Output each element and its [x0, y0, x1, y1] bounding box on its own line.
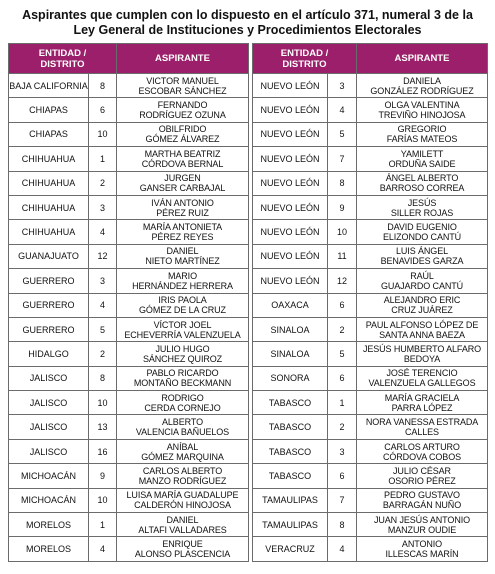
aspirante-surname: CERDA CORNEJO: [144, 402, 221, 413]
aspirante-cell: [357, 513, 488, 537]
distrito-cell: 8: [328, 171, 357, 195]
aspirante-cell: [357, 366, 488, 390]
table-row: [9, 342, 249, 366]
right-table: [252, 43, 488, 562]
aspirante-given-name: JUAN JESÚS ANTONIO: [373, 514, 471, 525]
aspirante-cell: [357, 342, 488, 366]
distrito-cell: 7: [328, 147, 357, 171]
distrito-cell: 5: [328, 122, 357, 146]
aspirante-given-name: PEDRO GUSTAVO: [384, 490, 460, 501]
aspirante-surname: PÉREZ RUIZ: [156, 207, 209, 218]
table-row: [253, 439, 488, 463]
aspirante-cell: [117, 171, 249, 195]
aspirante-surname: ELIZONDO CANTÚ: [382, 232, 462, 243]
table-row: [9, 122, 249, 146]
entidad-cell: GUANAJUATO: [9, 244, 89, 268]
distrito-cell: 6: [328, 366, 357, 390]
entidad-cell: CHIHUAHUA: [9, 171, 89, 195]
aspirante-cell: [117, 122, 249, 146]
aspirante-surname: SÁNCHEZ QUIROZ: [142, 353, 223, 364]
distrito-cell: 16: [89, 439, 117, 463]
aspirante-cell: [117, 98, 249, 122]
distrito-cell: 10: [89, 488, 117, 512]
entidad-cell: BAJA CALIFORNIA: [9, 74, 89, 98]
entidad-cell: CHIAPAS: [9, 122, 89, 146]
aspirante-surname: ILLESCAS MARÍN: [385, 549, 459, 560]
distrito-cell: 6: [328, 464, 357, 488]
header-entidad-distrito: [9, 44, 117, 74]
aspirante-given-name: JURGEN: [164, 173, 201, 184]
aspirante-surname: MONTAÑO BECKMANN: [133, 378, 232, 389]
distrito-cell: 4: [328, 537, 357, 561]
aspirante-given-name: VICTOR MANUEL: [146, 75, 219, 86]
entidad-cell: CHIAPAS: [9, 98, 89, 122]
aspirante-surname: HERNÁNDEZ HERRERA: [132, 280, 233, 291]
aspirante-cell: [117, 244, 249, 268]
entidad-cell: GUERRERO: [9, 269, 89, 293]
aspirante-surname: VALENZUELA GALLEGOS: [368, 378, 476, 389]
distrito-cell: 10: [328, 220, 357, 244]
aspirante-given-name: CARLOS ALBERTO: [142, 465, 223, 476]
aspirante-given-name: JULIO CÉSAR: [393, 465, 451, 476]
entidad-cell: TABASCO: [253, 415, 328, 439]
aspirante-surname: ALONSO PLASCENCIA: [134, 549, 231, 560]
aspirante-cell: [117, 439, 249, 463]
aspirante-cell: [117, 342, 249, 366]
aspirante-given-name: RODRIGO: [161, 392, 204, 403]
entidad-cell: CHIHUAHUA: [9, 147, 89, 171]
table-row: [253, 513, 488, 537]
aspirante-cell: [357, 122, 488, 146]
table-row: [253, 244, 488, 268]
entidad-cell: SINALOA: [253, 342, 328, 366]
aspirante-given-name: MARÍA GRACIELA: [384, 392, 460, 403]
header-row: [253, 44, 488, 74]
table-row: [9, 74, 249, 98]
table-row: [9, 488, 249, 512]
table-row: [253, 415, 488, 439]
aspirante-surname: BEDOYA: [403, 353, 441, 364]
entidad-cell: NUEVO LEÓN: [253, 195, 328, 219]
aspirante-cell: [117, 488, 249, 512]
aspirante-cell: [117, 415, 249, 439]
aspirante-surname: NIETO MARTÍNEZ: [145, 256, 220, 267]
aspirante-surname: GONZÁLEZ RODRÍGUEZ: [370, 85, 474, 96]
aspirante-cell: [117, 391, 249, 415]
aspirante-cell: [357, 464, 488, 488]
table-row: [253, 464, 488, 488]
aspirante-surname: CÓRDOVA BERNAL: [141, 158, 224, 169]
distrito-cell: 9: [328, 195, 357, 219]
aspirante-surname: ECHEVERRÍA VALENZUELA: [124, 329, 241, 340]
distrito-cell: 7: [328, 488, 357, 512]
table-row: [253, 147, 488, 171]
distrito-cell: 2: [328, 317, 357, 341]
aspirante-given-name: JULIO HUGO: [155, 343, 210, 354]
aspirante-given-name: ANÍBAL: [166, 441, 199, 452]
aspirante-given-name: JESÚS: [407, 197, 437, 208]
aspirante-surname: CALDERÓN HINOJOSA: [134, 500, 231, 511]
aspirante-surname: TREVIÑO HINOJOSA: [378, 110, 466, 121]
aspirante-given-name: PAUL ALFONSO LÓPEZ DE: [365, 319, 479, 330]
aspirante-given-name: PABLO RICARDO: [146, 368, 219, 379]
distrito-cell: 8: [89, 74, 117, 98]
table-row: [9, 415, 249, 439]
distrito-cell: 13: [89, 415, 117, 439]
entidad-cell: MICHOACÁN: [9, 464, 89, 488]
distrito-cell: 10: [89, 391, 117, 415]
aspirante-cell: [357, 195, 488, 219]
entidad-cell: GUERRERO: [9, 317, 89, 341]
entidad-cell: TABASCO: [253, 439, 328, 463]
header-aspirante: ASPIRANTE: [117, 44, 249, 74]
aspirante-given-name: RAÚL: [410, 270, 434, 281]
aspirante-surname: MANZUR OUDIE: [387, 524, 457, 535]
table-row: [9, 366, 249, 390]
distrito-cell: 4: [89, 220, 117, 244]
entidad-cell: CHIHUAHUA: [9, 220, 89, 244]
aspirante-given-name: JESÚS HUMBERTO ALFARO: [362, 343, 482, 354]
aspirante-cell: [357, 317, 488, 341]
table-row: [253, 293, 488, 317]
aspirante-surname: SILLER ROJAS: [390, 207, 454, 218]
distrito-cell: 6: [89, 98, 117, 122]
aspirante-given-name: DAVID EUGENIO: [387, 222, 457, 233]
aspirante-cell: [357, 488, 488, 512]
aspirante-given-name: DANIEL: [166, 246, 199, 257]
aspirante-cell: [357, 391, 488, 415]
aspirante-cell: [117, 220, 249, 244]
aspirante-given-name: LUISA MARÍA GUADALUPE: [126, 490, 239, 501]
table-row: [9, 269, 249, 293]
table-row: [253, 220, 488, 244]
table-row: [253, 391, 488, 415]
aspirante-cell: [117, 293, 249, 317]
entidad-cell: TAMAULIPAS: [253, 513, 328, 537]
aspirante-cell: [117, 195, 249, 219]
distrito-cell: 2: [328, 415, 357, 439]
aspirante-cell: [357, 439, 488, 463]
aspirante-surname: GÓMEZ DE LA CRUZ: [139, 305, 226, 316]
table-row: [9, 464, 249, 488]
table-row: [253, 342, 488, 366]
aspirante-given-name: LUIS ÁNGEL: [395, 246, 449, 257]
table-row: [9, 439, 249, 463]
distrito-cell: 6: [328, 293, 357, 317]
aspirante-cell: [357, 537, 488, 561]
aspirante-surname: GUAJARDO CANTÚ: [380, 280, 464, 291]
entidad-cell: NUEVO LEÓN: [253, 122, 328, 146]
aspirante-surname: BENAVIDES GARZA: [380, 256, 464, 267]
table-row: [9, 220, 249, 244]
distrito-cell: 3: [89, 195, 117, 219]
distrito-cell: 5: [328, 342, 357, 366]
aspirante-given-name: ALBERTO: [162, 417, 203, 428]
aspirante-cell: [357, 415, 488, 439]
aspirante-cell: [357, 269, 488, 293]
distrito-cell: 2: [89, 171, 117, 195]
table-row: [9, 317, 249, 341]
aspirante-surname: GANSER CARBAJAL: [139, 183, 226, 194]
table-row: [9, 98, 249, 122]
aspirante-given-name: IVÁN ANTONIO: [151, 197, 214, 208]
header-entidad-line1: ENTIDAD /: [280, 47, 329, 59]
distrito-cell: 4: [89, 537, 117, 561]
aspirante-surname: CALLES: [405, 427, 439, 438]
table-row: [9, 293, 249, 317]
entidad-cell: MORELOS: [9, 537, 89, 561]
aspirante-given-name: MARTHA BEATRIZ: [144, 148, 221, 159]
aspirante-cell: [357, 98, 488, 122]
distrito-cell: 3: [328, 74, 357, 98]
title-line-2: Ley General de Instituciones y Procedimientos Electorales: [73, 23, 422, 37]
aspirante-given-name: VÍCTOR JOEL: [153, 319, 212, 330]
table-row: [253, 98, 488, 122]
distrito-cell: 8: [89, 366, 117, 390]
distrito-cell: 1: [328, 391, 357, 415]
right-table-body: [253, 74, 488, 562]
header-entidad-line1: ENTIDAD /: [38, 47, 87, 59]
aspirante-cell: [357, 171, 488, 195]
aspirante-given-name: OBILFRIDO: [158, 124, 207, 135]
distrito-cell: 3: [328, 439, 357, 463]
aspirante-surname: ORDUÑA SAIDE: [388, 158, 456, 169]
aspirante-cell: [357, 147, 488, 171]
distrito-cell: 8: [328, 513, 357, 537]
aspirante-surname: ALTAFI VALLADARES: [138, 524, 227, 535]
aspirante-given-name: DANIELA: [403, 75, 441, 86]
aspirante-cell: [357, 293, 488, 317]
left-table: [8, 43, 249, 562]
table-row: [9, 537, 249, 561]
aspirante-given-name: ANTONIO: [401, 539, 443, 550]
table-row: [253, 537, 488, 561]
aspirante-surname: OSORIO PÉREZ: [388, 475, 456, 486]
aspirante-surname: GÓMEZ MARQUINA: [141, 451, 224, 462]
header-entidad-line2: DISTRITO: [40, 58, 85, 70]
distrito-cell: 12: [89, 244, 117, 268]
aspirante-given-name: OLGA VALENTINA: [384, 100, 460, 111]
table-row: [9, 244, 249, 268]
distrito-cell: 12: [328, 269, 357, 293]
aspirante-cell: [117, 366, 249, 390]
table-row: [253, 488, 488, 512]
aspirante-given-name: IRIS PAOLA: [158, 295, 207, 306]
table-row: [253, 366, 488, 390]
aspirante-cell: [117, 537, 249, 561]
aspirante-cell: [117, 74, 249, 98]
distrito-cell: 10: [89, 122, 117, 146]
table-row: [9, 147, 249, 171]
distrito-cell: 4: [89, 293, 117, 317]
entidad-cell: NUEVO LEÓN: [253, 244, 328, 268]
aspirante-given-name: JOSÉ TERENCIO: [386, 368, 458, 379]
left-table-body: [9, 74, 249, 562]
entidad-cell: SONORA: [253, 366, 328, 390]
aspirante-cell: [117, 464, 249, 488]
aspirante-surname: PÉREZ REYES: [151, 232, 214, 243]
aspirante-surname: PARRA LÓPEZ: [391, 402, 453, 413]
aspirante-cell: [357, 220, 488, 244]
aspirante-given-name: YAMILETT: [400, 148, 444, 159]
table-row: [9, 171, 249, 195]
aspirante-given-name: NORA VANESSA ESTRADA: [365, 417, 479, 428]
entidad-cell: TABASCO: [253, 391, 328, 415]
entidad-cell: TABASCO: [253, 464, 328, 488]
entidad-cell: OAXACA: [253, 293, 328, 317]
entidad-cell: CHIHUAHUA: [9, 195, 89, 219]
aspirante-surname: RODRÍGUEZ OZUNA: [139, 110, 226, 121]
aspirante-cell: [117, 317, 249, 341]
aspirante-cell: [117, 513, 249, 537]
aspirante-surname: VALENCIA BAÑUELOS: [135, 427, 230, 438]
distrito-cell: 1: [89, 513, 117, 537]
entidad-cell: VERACRUZ: [253, 537, 328, 561]
table-row: [253, 317, 488, 341]
aspirante-surname: ESCOBAR SÁNCHEZ: [138, 85, 227, 96]
entidad-cell: NUEVO LEÓN: [253, 171, 328, 195]
table-row: [253, 74, 488, 98]
header-aspirante: ASPIRANTE: [357, 44, 488, 74]
entidad-cell: MORELOS: [9, 513, 89, 537]
distrito-cell: 1: [89, 147, 117, 171]
aspirante-surname: BARRAGÁN NUÑO: [382, 500, 462, 511]
aspirante-given-name: MARIO: [167, 270, 197, 281]
entidad-cell: JALISCO: [9, 439, 89, 463]
aspirante-surname: MANZO RODRÍGUEZ: [138, 475, 227, 486]
header-entidad-line2: DISTRITO: [282, 58, 327, 70]
aspirante-cell: [117, 147, 249, 171]
table-row: [253, 195, 488, 219]
entidad-cell: JALISCO: [9, 415, 89, 439]
table-row: [253, 269, 488, 293]
aspirante-cell: [357, 74, 488, 98]
entidad-cell: MICHOACÁN: [9, 488, 89, 512]
aspirante-given-name: ENRIQUE: [162, 539, 203, 550]
header-entidad-distrito: [253, 44, 357, 74]
entidad-cell: JALISCO: [9, 391, 89, 415]
aspirante-given-name: GREGORIO: [397, 124, 447, 135]
table-row: [253, 171, 488, 195]
aspirante-given-name: ALEJANDRO ERIC: [383, 295, 461, 306]
title-line-1: Aspirantes que cumplen con lo dispuesto en el artículo 371, numeral 3 de la: [22, 8, 473, 22]
entidad-cell: NUEVO LEÓN: [253, 98, 328, 122]
table-row: [9, 391, 249, 415]
aspirante-cell: [357, 244, 488, 268]
aspirante-given-name: CARLOS ARTURO: [384, 441, 460, 452]
distrito-cell: 4: [328, 98, 357, 122]
entidad-cell: HIDALGO: [9, 342, 89, 366]
aspirante-cell: [117, 269, 249, 293]
entidad-cell: TAMAULIPAS: [253, 488, 328, 512]
aspirante-given-name: ÁNGEL ALBERTO: [385, 173, 459, 184]
aspirante-surname: FARÍAS MATEOS: [386, 134, 458, 145]
table-row: [9, 513, 249, 537]
aspirante-surname: CRUZ JUÁREZ: [391, 305, 453, 316]
aspirante-given-name: FERNANDO: [157, 100, 208, 111]
aspirante-surname: GÓMEZ ÁLVAREZ: [145, 134, 220, 145]
aspirante-given-name: MARÍA ANTONIETA: [142, 222, 223, 233]
aspirante-surname: BARROSO CORREA: [379, 183, 465, 194]
entidad-cell: NUEVO LEÓN: [253, 74, 328, 98]
document-title: [0, 8, 495, 38]
entidad-cell: NUEVO LEÓN: [253, 220, 328, 244]
aspirante-surname: SANTA ANNA BAEZA: [379, 329, 465, 340]
entidad-cell: NUEVO LEÓN: [253, 269, 328, 293]
entidad-cell: JALISCO: [9, 366, 89, 390]
distrito-cell: 9: [89, 464, 117, 488]
entidad-cell: GUERRERO: [9, 293, 89, 317]
entidad-cell: SINALOA: [253, 317, 328, 341]
distrito-cell: 2: [89, 342, 117, 366]
distrito-cell: 3: [89, 269, 117, 293]
entidad-cell: NUEVO LEÓN: [253, 147, 328, 171]
distrito-cell: 5: [89, 317, 117, 341]
aspirante-given-name: DANIEL: [166, 514, 199, 525]
table-row: [253, 122, 488, 146]
table-row: [9, 195, 249, 219]
distrito-cell: 11: [328, 244, 357, 268]
header-row: [9, 44, 249, 74]
aspirante-surname: CÓRDOVA COBOS: [382, 451, 462, 462]
